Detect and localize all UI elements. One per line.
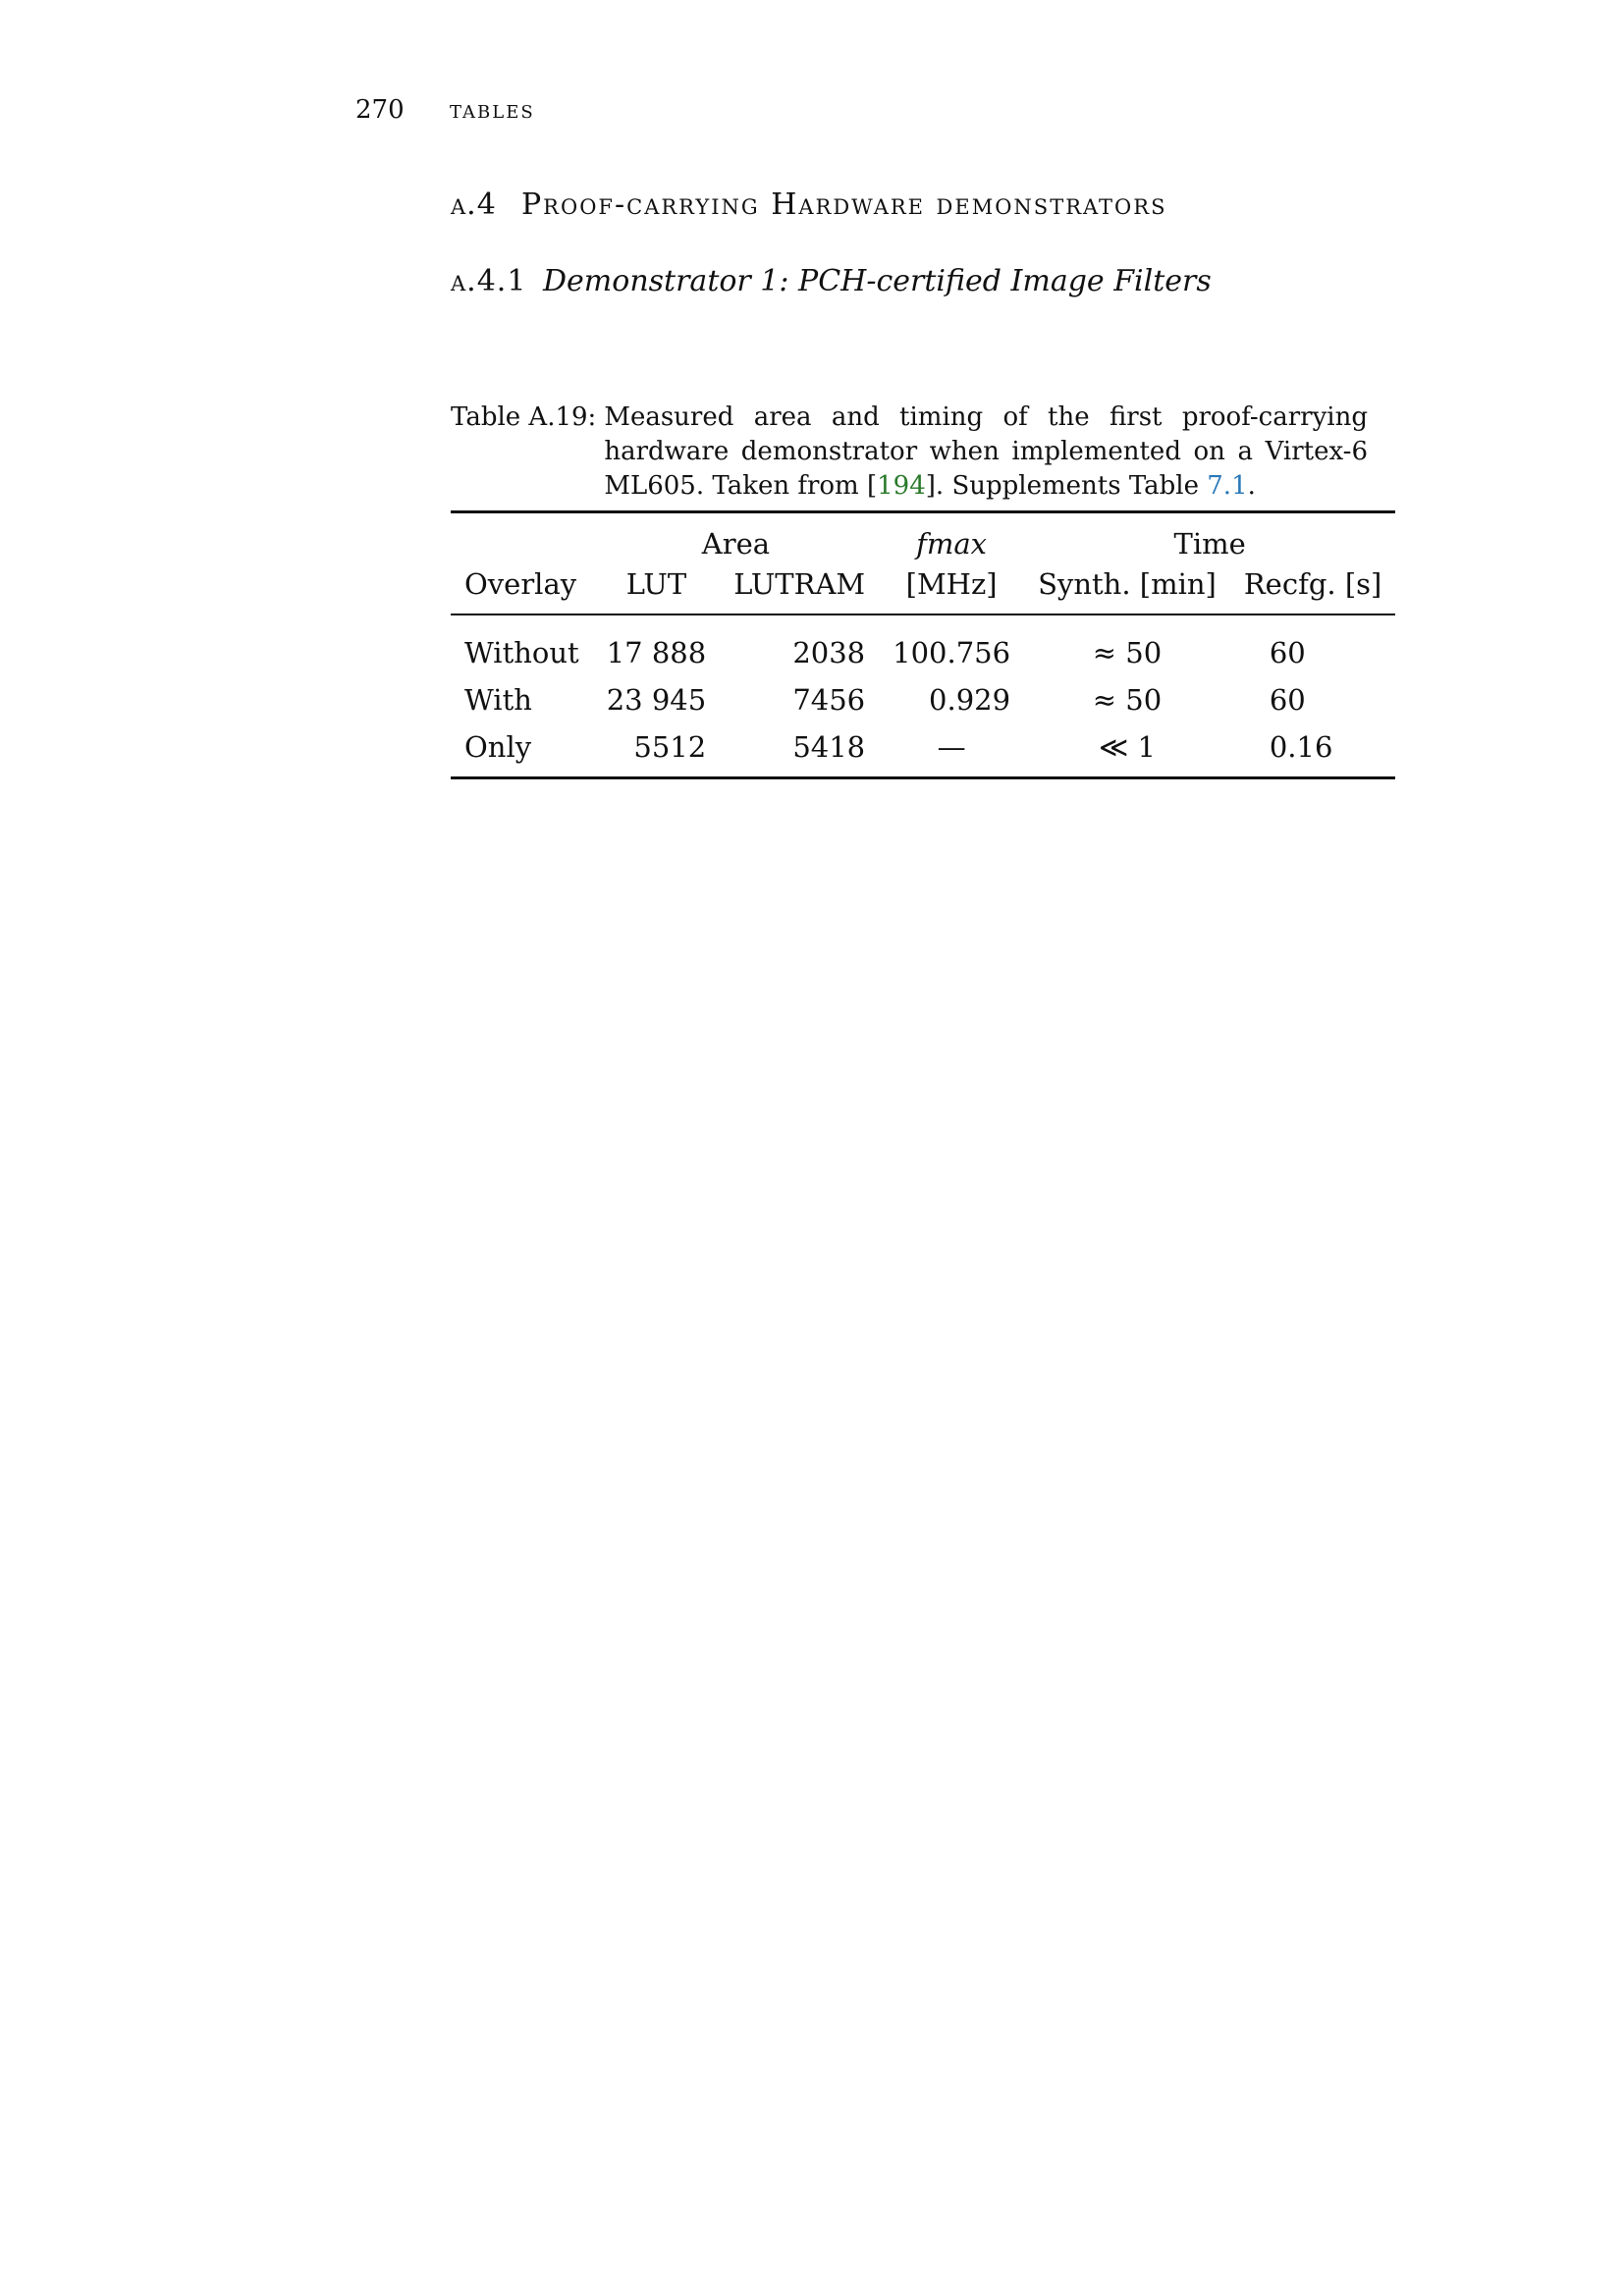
cell-lut: 17 888 [606,636,707,669]
cell-overlay: Only [464,730,532,764]
cell-synth: ≪ 1 [1098,730,1156,764]
cell-fmax: — [937,730,966,764]
cell-lutram: 5418 [792,730,866,764]
section-number: a.4 [451,187,497,222]
area-group-header: Area [701,527,771,561]
column-header-overlay: Overlay [464,567,577,601]
table-caption [451,400,1368,504]
cell-synth: ≈ 50 [1092,636,1163,669]
cell-lutram: 7456 [792,683,866,717]
section-title: Proof-carrying Hardware demonstrators [521,187,1167,222]
fmax-group-header: fmax [916,527,988,561]
column-header-lut: LUT [625,567,687,601]
column-header-lutram: LUTRAM [733,567,866,601]
subsection-heading [451,263,1212,300]
time-group-header: Time [1173,527,1246,561]
cell-overlay: With [464,683,532,717]
group-header-row [451,512,1395,561]
running-header [355,94,535,126]
subsection-number: a.4.1 [451,264,527,298]
cell-overlay: Without [464,636,579,669]
column-header-mhz: [MHz] [905,567,998,601]
cell-fmax: 100.756 [893,636,1011,669]
cell-lut: 23 945 [606,683,707,717]
caption-label: Table A.19: [451,402,597,432]
running-title: tables [450,95,535,125]
page-number: 270 [355,95,405,125]
column-header-recfg: Recfg. [s] [1243,567,1382,601]
empty-header-cell [451,512,593,561]
caption-text [604,400,1368,504]
citation-link[interactable]: 194 [877,471,926,501]
cell-synth: ≈ 50 [1092,683,1163,717]
results-table [451,510,1395,779]
column-header-row [451,561,1395,614]
cell-recfg: 60 [1269,636,1306,669]
section-heading [451,187,1166,224]
subsection-title: Demonstrator 1: PCH-certified Image Filters [543,264,1212,298]
cell-recfg: 60 [1269,683,1306,717]
cell-lutram: 2038 [792,636,866,669]
table-reference-link[interactable]: 7.1 [1207,471,1248,501]
table-row [451,614,1395,676]
caption-text-part: ]. Supplements Table [925,471,1208,501]
cell-lut: 5512 [633,730,707,764]
cell-fmax: 0.929 [929,683,1011,717]
caption-text-part: . [1247,471,1256,501]
table-row [451,676,1395,723]
column-header-synth: Synth. [min] [1038,567,1217,601]
caption-text-part: Measured area and timing of the first proof-carrying hardware demonstrator when implemented on a Virtex-6 ML605. Taken from [ [604,402,1368,501]
cell-recfg: 0.16 [1269,730,1333,764]
table-row [451,723,1395,778]
